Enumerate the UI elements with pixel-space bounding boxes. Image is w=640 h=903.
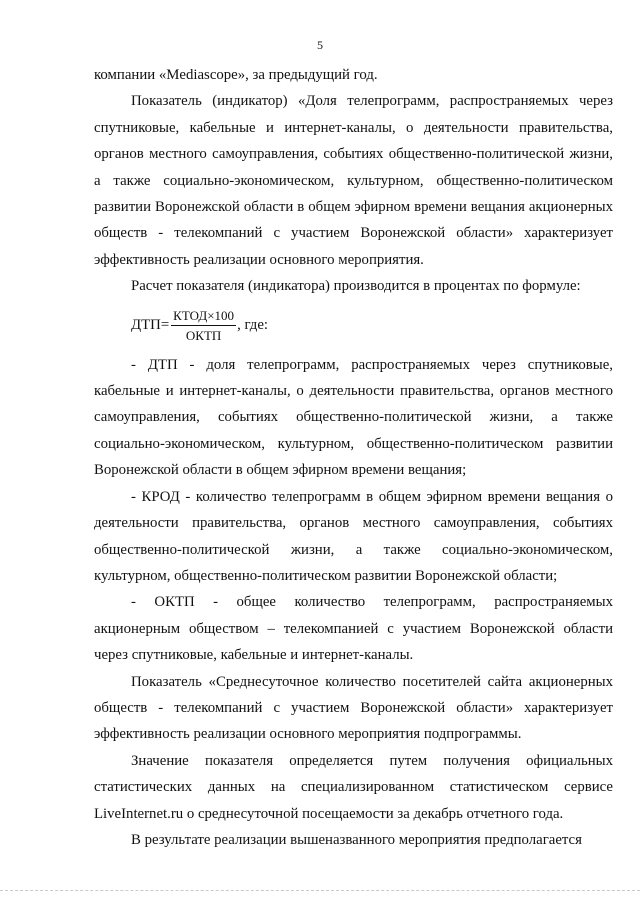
- definition-oktp: - ОКТП - общее количество телепрограмм, распространяемых акционерным обществом – телекомпанией с участием Воронежской области через спутниковые, кабельные и интернет-каналы.: [94, 594, 613, 664]
- formula-block: [131, 300, 613, 352]
- formula-denominator: ОКТП: [185, 327, 222, 343]
- page-number: 5: [317, 38, 323, 52]
- formula-suffix: , где:: [237, 316, 268, 333]
- formula-lhs: ДТП=: [131, 316, 170, 333]
- paragraph-indicator-tv-share: Показатель (индикатор) «Доля телепрограмм, распространяемых через спутниковые, кабельные и интернет-каналы, о деятельности правительства, органов местного самоуправления, событиях общественно-политической жизни, а также социально-экономическом, культурном, общественно-политическом развитии Воронежской области в общем эфирном времени вещания акционерных обществ - телекомпаний с участием Воронежской области» характеризует эффективность реализации основного мероприятия.: [94, 93, 613, 268]
- formula: [131, 308, 268, 343]
- paragraph-calculation-intro: Расчет показателя (индикатора) производится в процентах по формуле:: [131, 278, 581, 295]
- paragraph-continuation: компании «Mediascope», за предыдущий год.: [94, 67, 378, 83]
- formula-fraction: [171, 308, 236, 343]
- document-body: [94, 62, 613, 853]
- definition-krod: - КРОД - количество телепрограмм в общем эфирном времени вещания о деятельности правительства, органов местного самоуправления, событиях общественно-политической жизни, а также социально-экономическом, культурном, общественно-политическом развитии Воронежской области;: [94, 488, 613, 584]
- paragraph-expected-result: В результате реализации вышеназванного мероприятия предполагается: [131, 831, 582, 848]
- definition-dtp: - ДТП - доля телепрограмм, распространяемых через спутниковые, кабельные и интернет-каналы, о деятельности правительства, органов местного самоуправления, событиях общественно-политической жизни, а также социально-экономическом, культурном, общественно-политическом развитии Воронежской области в общем эфирном времени вещания;: [94, 356, 613, 479]
- formula-numerator: КТОД×100: [171, 308, 236, 326]
- paragraph-indicator-value-source: Значение показателя определяется путем получения официальных статистических данных на специализированном статистическом сервисе LiveInternet.ru о среднесуточной посещаемости за декабрь отчетного года.: [94, 752, 613, 822]
- paragraph-indicator-site-visitors: Показатель «Среднесуточное количество посетителей сайта акционерных обществ - телекомпаний с участием Воронежской области» характеризует эффективность реализации основного мероприятия подпрограммы.: [94, 673, 613, 743]
- page-bottom-divider: [0, 890, 640, 891]
